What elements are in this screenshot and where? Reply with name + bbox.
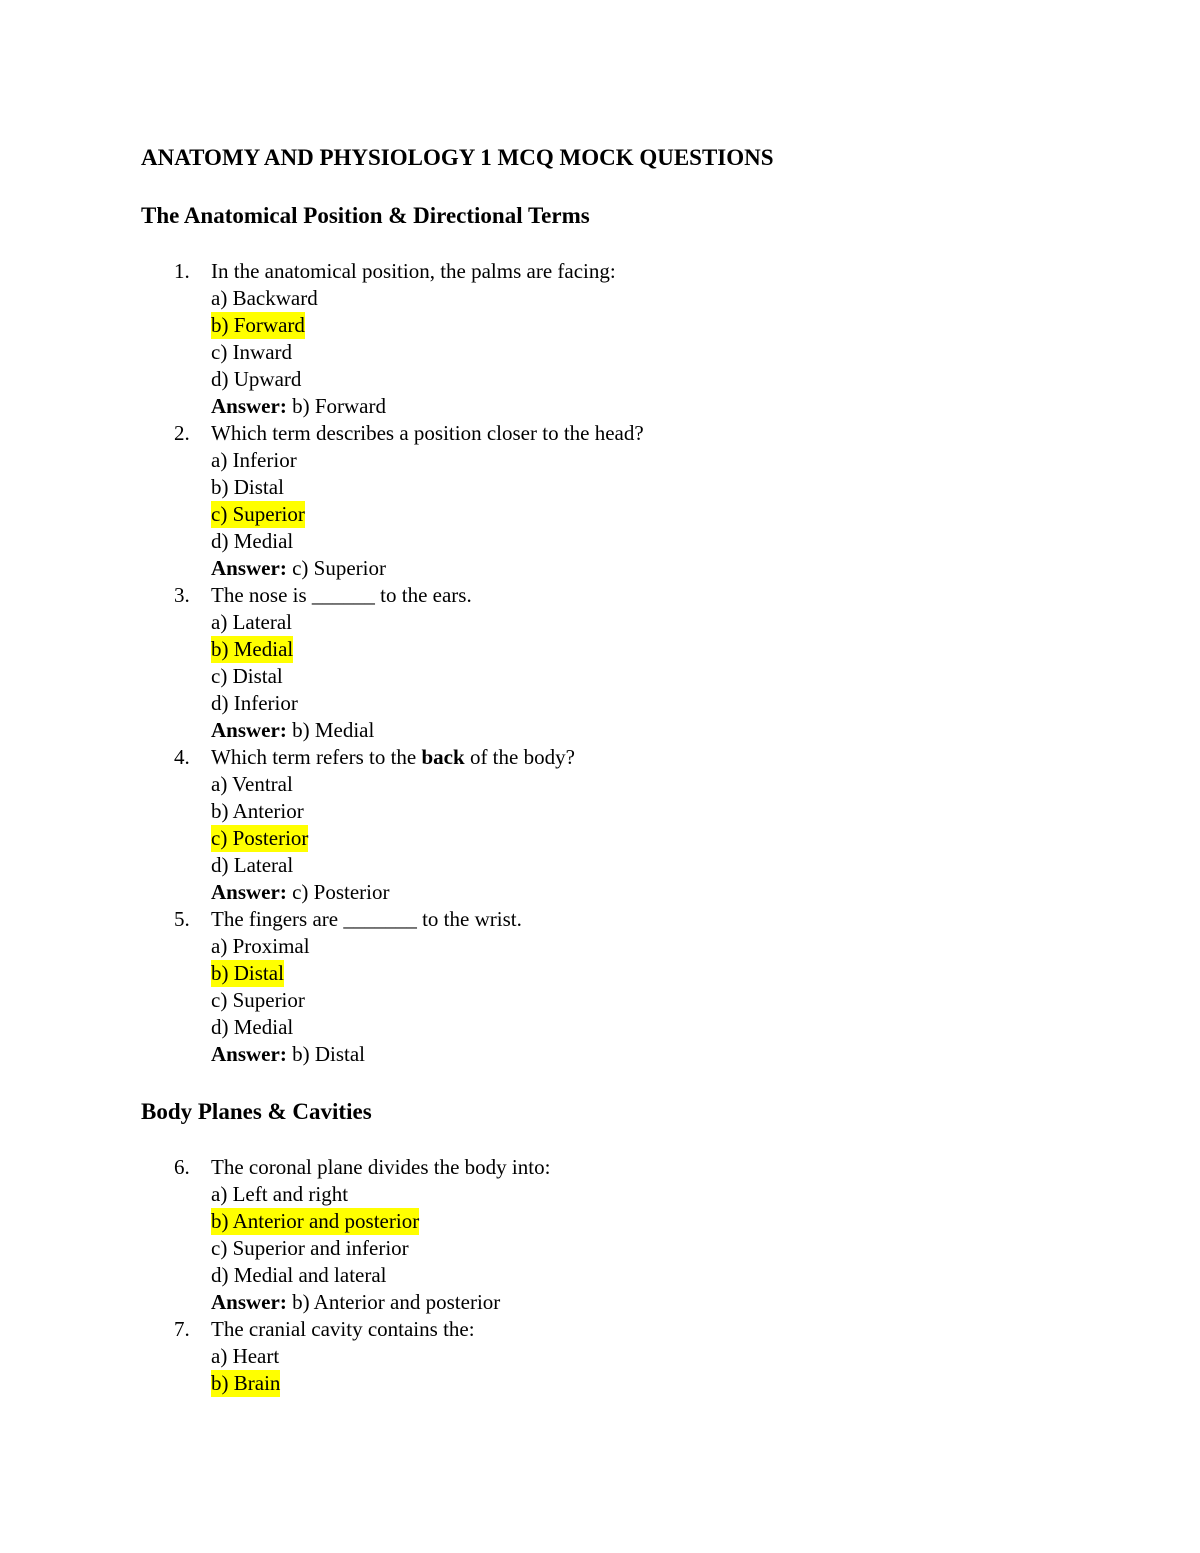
option-line — [0, 933, 1100, 960]
answer-label: Answer: — [211, 1042, 287, 1066]
option: c) Distal — [211, 664, 283, 688]
question-text: The coronal plane divides the body into: — [211, 1155, 551, 1179]
answer-value: b) Medial — [292, 718, 375, 742]
option-line — [0, 690, 1100, 717]
question-item — [0, 420, 1100, 582]
question-number: 1. — [174, 259, 190, 283]
answer — [211, 1289, 500, 1316]
question-line — [0, 744, 1100, 771]
question-number: 7. — [174, 1317, 190, 1341]
question-item — [0, 906, 1100, 1068]
question-number: 4. — [174, 745, 190, 769]
option: a) Proximal — [211, 934, 310, 958]
option-line — [0, 771, 1100, 798]
answer-line — [0, 1041, 1100, 1068]
option-line — [0, 1235, 1100, 1262]
answer — [211, 393, 386, 420]
answer-label: Answer: — [211, 394, 287, 418]
option-highlighted: c) Posterior — [211, 826, 309, 850]
option: d) Upward — [211, 367, 302, 391]
option-line — [0, 663, 1100, 690]
option-line — [0, 1181, 1100, 1208]
option-line — [0, 1343, 1100, 1370]
answer-value: b) Distal — [292, 1042, 365, 1066]
option-line — [0, 960, 1100, 987]
option: d) Medial and lateral — [211, 1263, 387, 1287]
option: a) Inferior — [211, 448, 297, 472]
option-highlighted: b) Medial — [211, 637, 294, 661]
question-line — [0, 1316, 1100, 1343]
option: c) Superior — [211, 988, 305, 1012]
option: d) Medial — [211, 1015, 294, 1039]
option-line — [0, 852, 1100, 879]
answer-value: b) Anterior and posterior — [292, 1290, 501, 1314]
question-line — [0, 420, 1100, 447]
option-highlighted: b) Brain — [211, 1371, 281, 1395]
option-line — [0, 285, 1100, 312]
question-list-body-planes — [0, 1154, 1100, 1397]
answer-line — [0, 879, 1100, 906]
option-highlighted: c) Superior — [211, 502, 305, 526]
question-item — [0, 258, 1100, 420]
section-heading-body-planes: Body Planes & Cavities — [141, 1099, 372, 1124]
answer-line — [0, 393, 1100, 420]
question-text — [211, 744, 575, 771]
option: b) Distal — [211, 475, 284, 499]
question-text: The cranial cavity contains the: — [211, 1317, 475, 1341]
question-text: Which term describes a position closer to the head? — [211, 421, 644, 445]
option-line — [0, 987, 1100, 1014]
question-item — [0, 1316, 1100, 1397]
question-line — [0, 258, 1100, 285]
option-line — [0, 798, 1100, 825]
question-number: 2. — [174, 421, 190, 445]
answer-line — [0, 555, 1100, 582]
question-text: The fingers are _______ to the wrist. — [211, 907, 522, 931]
answer — [211, 879, 389, 906]
answer — [211, 1041, 365, 1068]
option-line — [0, 501, 1100, 528]
question-text: The nose is ______ to the ears. — [211, 583, 472, 607]
option-highlighted: b) Forward — [211, 313, 305, 337]
option-line — [0, 312, 1100, 339]
answer-value: b) Forward — [292, 394, 386, 418]
answer-value: c) Posterior — [292, 880, 390, 904]
option-line — [0, 474, 1100, 501]
option: a) Lateral — [211, 610, 293, 634]
question-text: In the anatomical position, the palms are facing: — [211, 259, 616, 283]
question-number: 3. — [174, 583, 190, 607]
question-line — [0, 582, 1100, 609]
answer-line — [0, 1289, 1100, 1316]
option: a) Heart — [211, 1344, 280, 1368]
section-heading-anatomical-position: The Anatomical Position & Directional Terms — [141, 203, 590, 228]
option: d) Lateral — [211, 853, 294, 877]
question-text-emphasis: back — [421, 745, 465, 769]
question-number: 5. — [174, 907, 190, 931]
question-number: 6. — [174, 1155, 190, 1179]
option: c) Superior and inferior — [211, 1236, 409, 1260]
answer-label: Answer: — [211, 556, 287, 580]
question-text-part: of the body? — [464, 745, 575, 769]
answer-label: Answer: — [211, 880, 287, 904]
document-title: ANATOMY AND PHYSIOLOGY 1 MCQ MOCK QUESTIONS — [141, 145, 774, 170]
option: c) Inward — [211, 340, 293, 364]
option-line — [0, 339, 1100, 366]
question-text-part: Which term refers to the — [211, 745, 422, 769]
answer-value: c) Superior — [292, 556, 386, 580]
answer — [211, 717, 374, 744]
option: a) Backward — [211, 286, 318, 310]
option-line — [0, 1014, 1100, 1041]
option-highlighted: b) Distal — [211, 961, 284, 985]
option-line — [0, 528, 1100, 555]
option-line — [0, 366, 1100, 393]
option: a) Left and right — [211, 1182, 349, 1206]
question-item — [0, 582, 1100, 744]
option: d) Medial — [211, 529, 294, 553]
question-line — [0, 906, 1100, 933]
answer-line — [0, 717, 1100, 744]
option: a) Ventral — [211, 772, 293, 796]
question-line — [0, 1154, 1100, 1181]
question-list-anatomical-position — [0, 258, 1100, 1068]
answer — [211, 555, 386, 582]
option-line — [0, 447, 1100, 474]
answer-label: Answer: — [211, 1290, 287, 1314]
option-line — [0, 636, 1100, 663]
option-line — [0, 1208, 1100, 1235]
option-line — [0, 1370, 1100, 1397]
option-line — [0, 609, 1100, 636]
answer-label: Answer: — [211, 718, 287, 742]
option-line — [0, 825, 1100, 852]
option-highlighted: b) Anterior and posterior — [211, 1209, 420, 1233]
question-item — [0, 744, 1100, 906]
option: b) Anterior — [211, 799, 304, 823]
question-item — [0, 1154, 1100, 1316]
option: d) Inferior — [211, 691, 298, 715]
option-line — [0, 1262, 1100, 1289]
